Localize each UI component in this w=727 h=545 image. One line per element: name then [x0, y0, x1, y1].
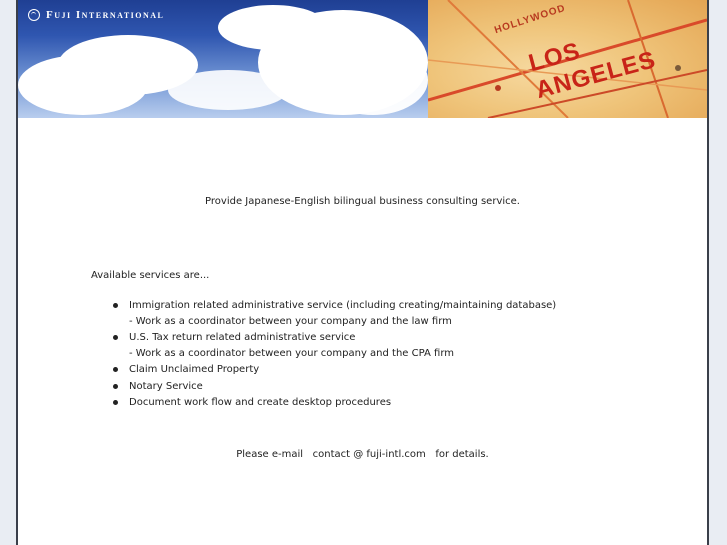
- service-title: Document work flow and create desktop procedures: [129, 397, 392, 408]
- service-note: - Work as a coordinator between your company and the CPA firm: [129, 347, 455, 359]
- list-item: [113, 379, 556, 395]
- page-container: [16, 0, 709, 545]
- list-item: [113, 298, 556, 329]
- bullet-icon: [113, 335, 118, 340]
- service-title: Immigration related administrative service (including creating/maintaining database): [129, 300, 557, 311]
- bullet-icon: [113, 400, 118, 405]
- logo-text: Fuji International: [46, 9, 165, 21]
- contact-email: contact @ fuji-intl.com: [312, 449, 426, 460]
- list-item: [113, 362, 556, 378]
- service-title: Claim Unclaimed Property: [129, 364, 260, 375]
- contact-prefix: Please e-mail: [236, 449, 304, 460]
- tagline: Provide Japanese-English bilingual business consulting service.: [205, 196, 520, 207]
- contact-line: [18, 449, 707, 460]
- service-title: Notary Service: [129, 380, 203, 392]
- map-label-hollywood: HOLLYWOOD: [493, 2, 568, 37]
- list-item: [113, 395, 556, 411]
- list-item: [113, 330, 556, 361]
- service-note: - Work as a coordinator between your company and the law firm: [129, 315, 452, 327]
- bullet-icon: [113, 303, 118, 308]
- company-logo[interactable]: [28, 9, 164, 21]
- header-banner: [18, 0, 707, 118]
- service-title: U.S. Tax return related administrative service: [129, 332, 356, 343]
- logo-icon: [28, 9, 40, 21]
- services-list: [113, 298, 556, 412]
- contact-suffix: for details.: [435, 449, 489, 460]
- map-label-los-angeles: LOS ANGELES: [525, 37, 659, 105]
- services-intro: Available services are...: [91, 270, 210, 281]
- bullet-icon: [113, 384, 118, 389]
- bullet-icon: [113, 367, 118, 372]
